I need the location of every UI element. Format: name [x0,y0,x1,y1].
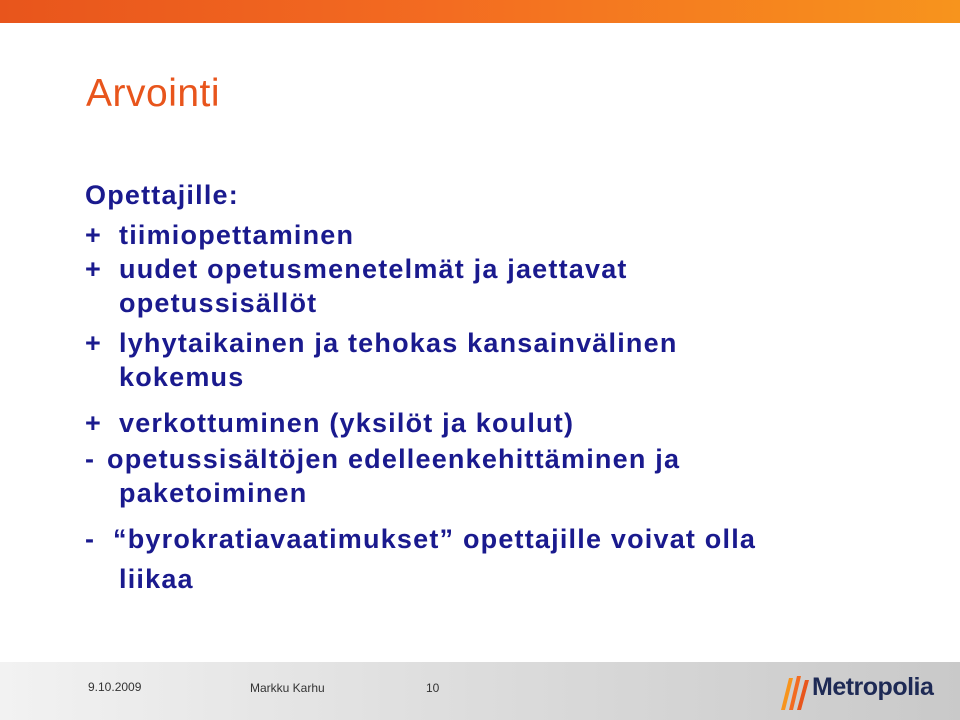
slide-title: Arvointi [86,72,221,115]
metropolia-logo [776,670,951,714]
plus-marker: + [85,328,102,358]
list-item-text: opetussisällöt [119,288,318,318]
plus-marker: + [85,408,102,438]
list-item [85,403,945,443]
list-item-text: paketoiminen [119,478,308,508]
top-accent-bar [0,0,960,23]
slide-content [85,175,945,599]
list-item-continuation [85,559,945,599]
list-item-text: liikaa [119,564,194,594]
list-item-text: lyhytaikainen ja tehokas kansainvälinen [119,328,678,358]
minus-marker: - [85,444,96,474]
plus-marker: + [85,220,102,250]
list-item [85,519,945,559]
footer-author: Markku Karhu [250,681,325,695]
list-item-text: tiimiopettaminen [119,220,355,250]
metropolia-logo-mark-icon [776,672,812,712]
list-item-text: kokemus [119,362,245,392]
list-item-text: uudet opetusmenetelmät ja jaettavat [119,254,628,284]
list-item-continuation [85,357,945,397]
plus-marker: + [85,254,102,284]
list-item-text: opetussisältöjen edelleenkehittäminen ja [107,444,681,474]
logo-text: Metropolia [812,673,934,701]
content-heading [85,175,945,215]
list-item-text: verkottuminen (yksilöt ja koulut) [119,408,575,438]
list-item-continuation [85,283,945,323]
list-item-continuation [85,473,945,513]
heading-text: Opettajille: [85,180,239,210]
minus-marker: - [85,524,96,554]
page-number: 10 [426,681,440,695]
footer-date: 9.10.2009 [88,680,142,694]
list-item-text: “byrokratiavaatimukset” opettajille voivat olla [113,524,757,554]
